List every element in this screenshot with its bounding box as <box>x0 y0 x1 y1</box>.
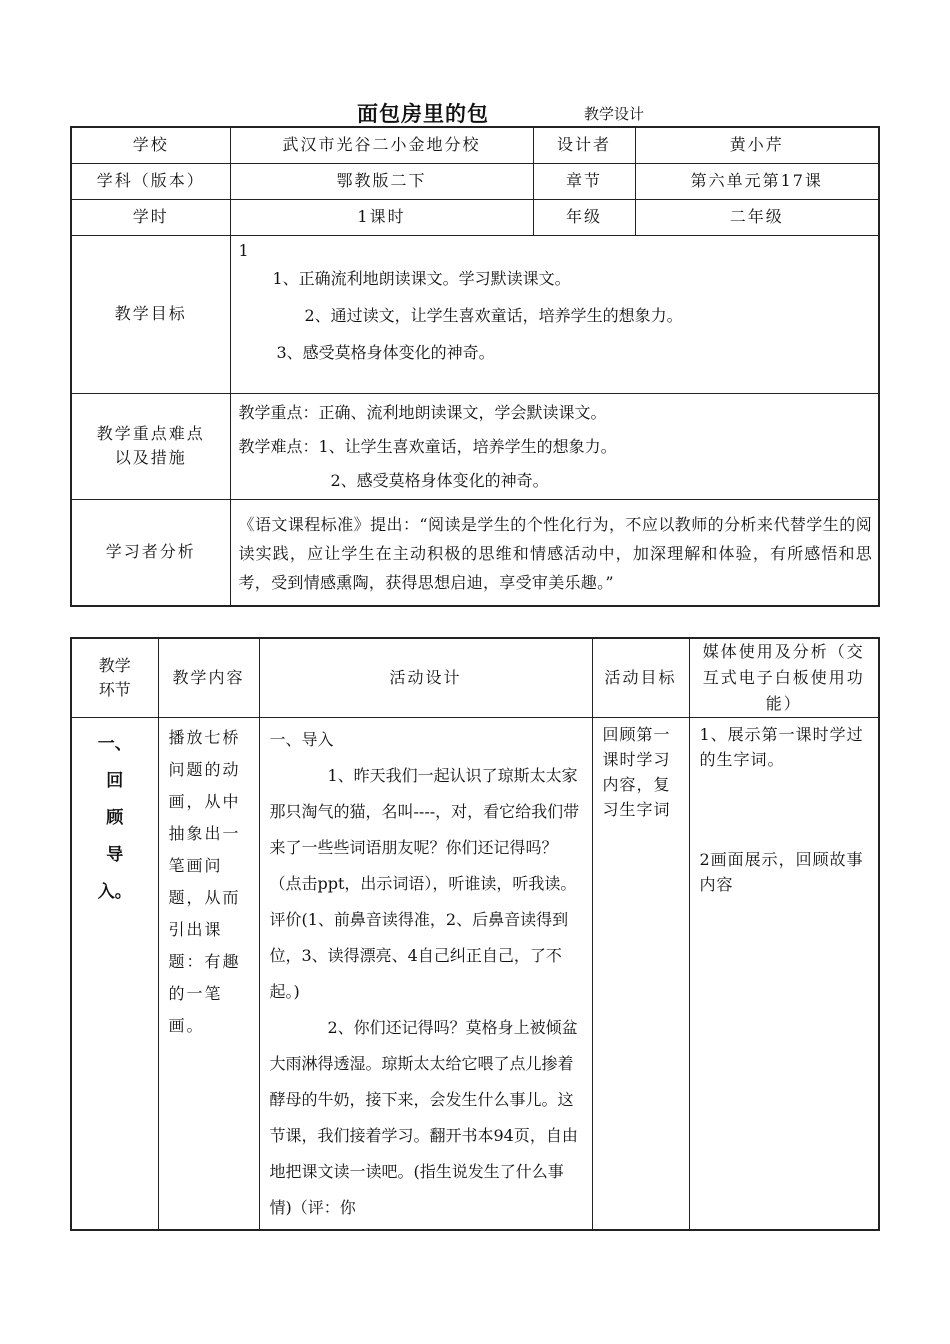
info-row <box>71 163 879 199</box>
chapter-label: 章节 <box>533 163 635 199</box>
chapter-value: 第六单元第17课 <box>635 163 879 199</box>
activity-cell <box>259 718 592 1230</box>
header-stage-line1: 教学 <box>98 656 131 675</box>
media-line: 2画面展示，回顾故事内容 <box>699 850 864 894</box>
subject-label: 学科（版本） <box>71 163 230 199</box>
goals-line: 1 <box>238 240 249 260</box>
school-value: 武汉市光谷二小金地分校 <box>230 127 533 163</box>
keypoints-line: 2、感受莫格身体变化的神奇。 <box>330 470 549 490</box>
goal-cell: 回顾第一课时学习内容，复习生字词 <box>592 718 689 1230</box>
media-cell <box>689 718 879 1230</box>
goals-line: 3、感受莫格身体变化的神奇。 <box>276 342 495 362</box>
info-row <box>71 199 879 235</box>
hours-label: 学时 <box>71 199 230 235</box>
grade-label: 年级 <box>533 199 635 235</box>
keypoints-cell <box>230 393 879 499</box>
activity-line: 2、你们还记得吗？莫格身上被倾盆大雨淋得透湿。琼斯太太给它喂了点儿掺着酵母的牛奶，接下来，会发生什么事儿。这节课，我们接着学习。翻开书本94页，自由地把课文读一读吧。(指生说发生了什么事情)（评：你 <box>269 1018 578 1217</box>
keypoints-line: 教学难点：1、让学生喜欢童话，培养学生的想象力。 <box>238 436 617 456</box>
stage-char: 回 <box>106 771 124 791</box>
process-table <box>70 637 880 1231</box>
header-activity: 活动设计 <box>259 638 592 718</box>
grade-value: 二年级 <box>635 199 879 235</box>
goals-line: 1、正确流利地朗读课文。学习默读课文。 <box>272 268 571 288</box>
page-subtitle: 教学设计 <box>584 105 645 123</box>
process-row <box>71 718 879 1230</box>
header-stage-line2: 环节 <box>98 680 131 699</box>
goals-cell <box>230 235 879 393</box>
header-content: 教学内容 <box>158 638 259 718</box>
header-media: 媒体使用及分析（交互式电子白板使用功能） <box>689 638 879 718</box>
info-table <box>70 126 880 607</box>
stage-char: 入。 <box>97 882 132 902</box>
stage-char: 导 <box>106 845 124 865</box>
keypoints-row <box>71 393 879 499</box>
stage-char: 顾 <box>106 808 124 828</box>
learner-row <box>71 499 879 606</box>
goals-row <box>71 235 879 393</box>
header-stage <box>71 638 158 718</box>
designer-value: 黄小芹 <box>635 127 879 163</box>
keypoints-label-line2: 以及措施 <box>114 448 187 467</box>
activity-line: 1、昨天我们一起认识了琼斯太太家那只淘气的猫，名叫----，对，看它给我们带来了一些些词语朋友呢？你们还记得吗？（点击ppt，出示词语），听谁读，听我读。评价(1、前鼻音读得准，2、后鼻音读得到位，3、读得漂亮、4自己纠正自己，了不起。) <box>269 766 580 1001</box>
keypoints-label <box>71 393 230 499</box>
info-row <box>71 127 879 163</box>
goals-line: 2、通过读文，让学生喜欢童话，培养学生的想象力。 <box>304 305 683 325</box>
learner-label: 学习者分析 <box>71 499 230 606</box>
hours-value: 1课时 <box>230 199 533 235</box>
page-title: 面包房里的包 <box>357 101 489 126</box>
keypoints-label-line1: 教学重点难点 <box>96 424 205 443</box>
school-label: 学校 <box>71 127 230 163</box>
subject-value: 鄂教版二下 <box>230 163 533 199</box>
process-header-row <box>71 638 879 718</box>
learner-text: 《语文课程标准》提出：“阅读是学生的个性化行为，不应以教师的分析来代替学生的阅读实践，应让学生在主动积极的思维和情感活动中，加深理解和体验，有所感悟和思考，受到情感熏陶，获得思想启迪，享受审美乐趣。” <box>230 499 879 606</box>
header-goal: 活动目标 <box>592 638 689 718</box>
keypoints-line: 教学重点：正确、流利地朗读课文，学会默读课文。 <box>238 402 607 422</box>
media-line: 1、展示第一课时学过的生字词。 <box>699 725 864 769</box>
stage-cell <box>71 718 158 1230</box>
title-row <box>0 98 950 128</box>
activity-line: 一、导入 <box>269 730 334 749</box>
stage-char: 一、 <box>97 734 132 754</box>
goals-label: 教学目标 <box>71 235 230 393</box>
designer-label: 设计者 <box>533 127 635 163</box>
content-cell: 播放七桥问题的动画，从中抽象出一笔画问题，从而引出课题：有趣的一笔画。 <box>158 718 259 1230</box>
